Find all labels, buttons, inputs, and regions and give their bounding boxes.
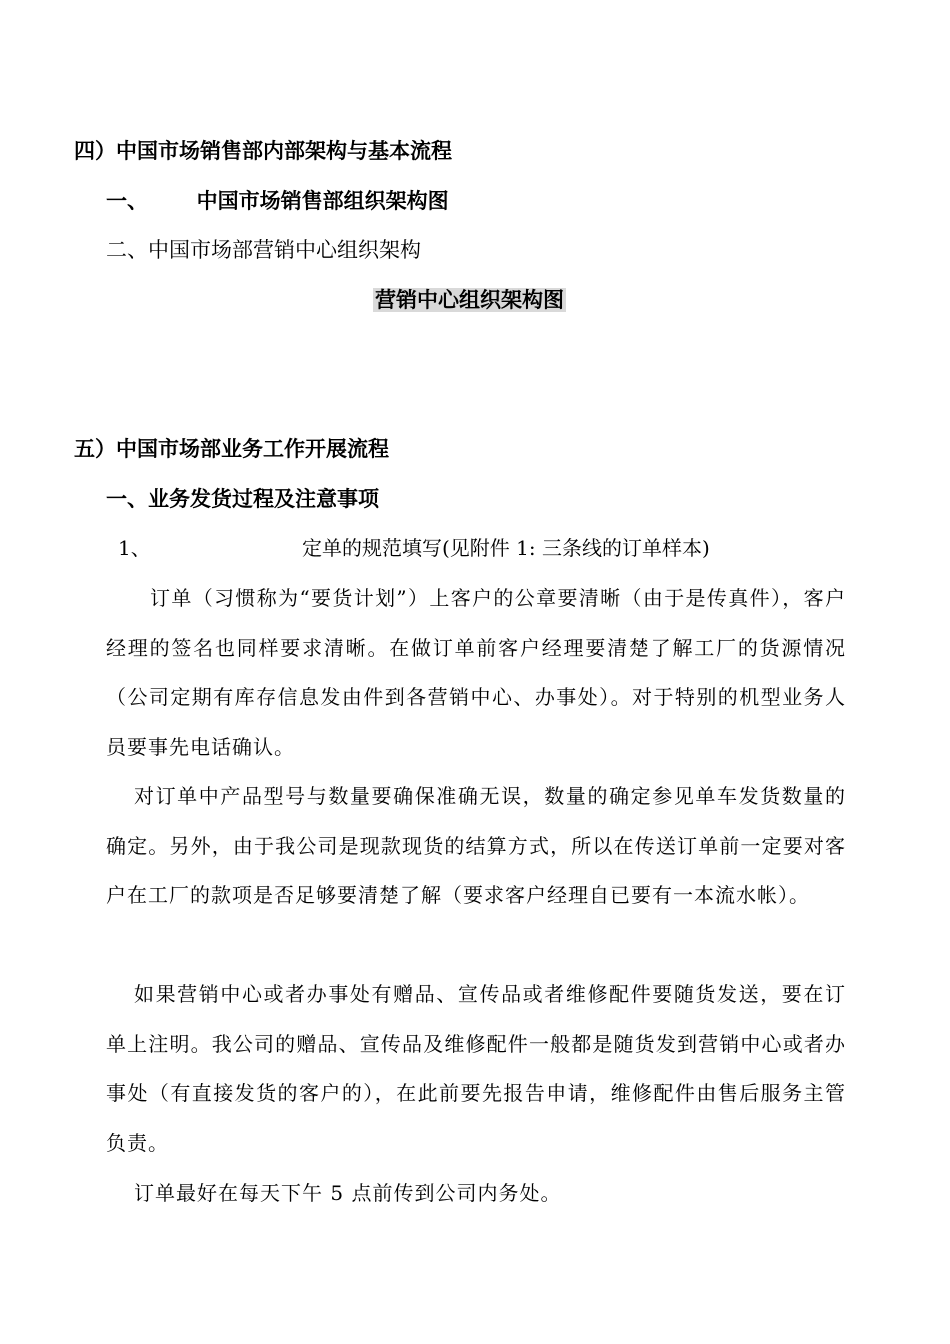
section-4-1-number: 一、	[106, 189, 148, 213]
item-1-text: 定单的规范填写(见附件 1: 三条线的订单样本)	[302, 536, 710, 560]
org-chart-title	[373, 285, 566, 315]
paragraph-1: 订单（习惯称为“要货计划”）上客户的公章要清晰（由于是传真件），客户经理的签名也同样要求清晰。在做订单前客户经理要清楚了解工厂的货源情况（公司定期有库存信息发由件到各营销中心、办事处）。对于特别的机型业务人员要事先电话确认。	[106, 586, 846, 759]
section-4-1-heading	[106, 186, 449, 216]
section-4-1-text: 中国市场销售部组织架构图	[196, 189, 449, 213]
paragraph-4: 订单最好在每天下午 5 点前传到公司内务处。	[134, 1181, 562, 1205]
section-4-2-heading	[106, 235, 421, 265]
section-5-heading: 五）中国市场部业务工作开展流程	[74, 437, 389, 461]
section-4-2-number-and-text: 二、中国市场部营销中心组织架构	[106, 238, 421, 262]
section-5-1-heading: 一、业务发货过程及注意事项	[106, 487, 379, 511]
section-4-heading: 四）中国市场销售部内部架构与基本流程	[74, 139, 452, 163]
paragraph-3: 如果营销中心或者办事处有赠品、宣传品或者维修配件要随货发送，要在订单上注明。我公司的赠品、宣传品及维修配件一般都是随货发到营销中心或者办事处（有直接发货的客户的），在此前要先报告申请，维修配件由售后服务主管负责。	[106, 982, 846, 1155]
item-1-number: 1、	[118, 536, 151, 560]
org-chart-title-text: 营销中心组织架构图	[375, 288, 564, 312]
paragraph-2: 对订单中产品型号与数量要确保准确无误，数量的确定参见单车发货数量的确定。另外，由于我公司是现款现货的结算方式，所以在传送订单前一定要对客户在工厂的款项是否足够要清楚了解（要求客户经理自已要有一本流水帐）。	[106, 784, 846, 907]
